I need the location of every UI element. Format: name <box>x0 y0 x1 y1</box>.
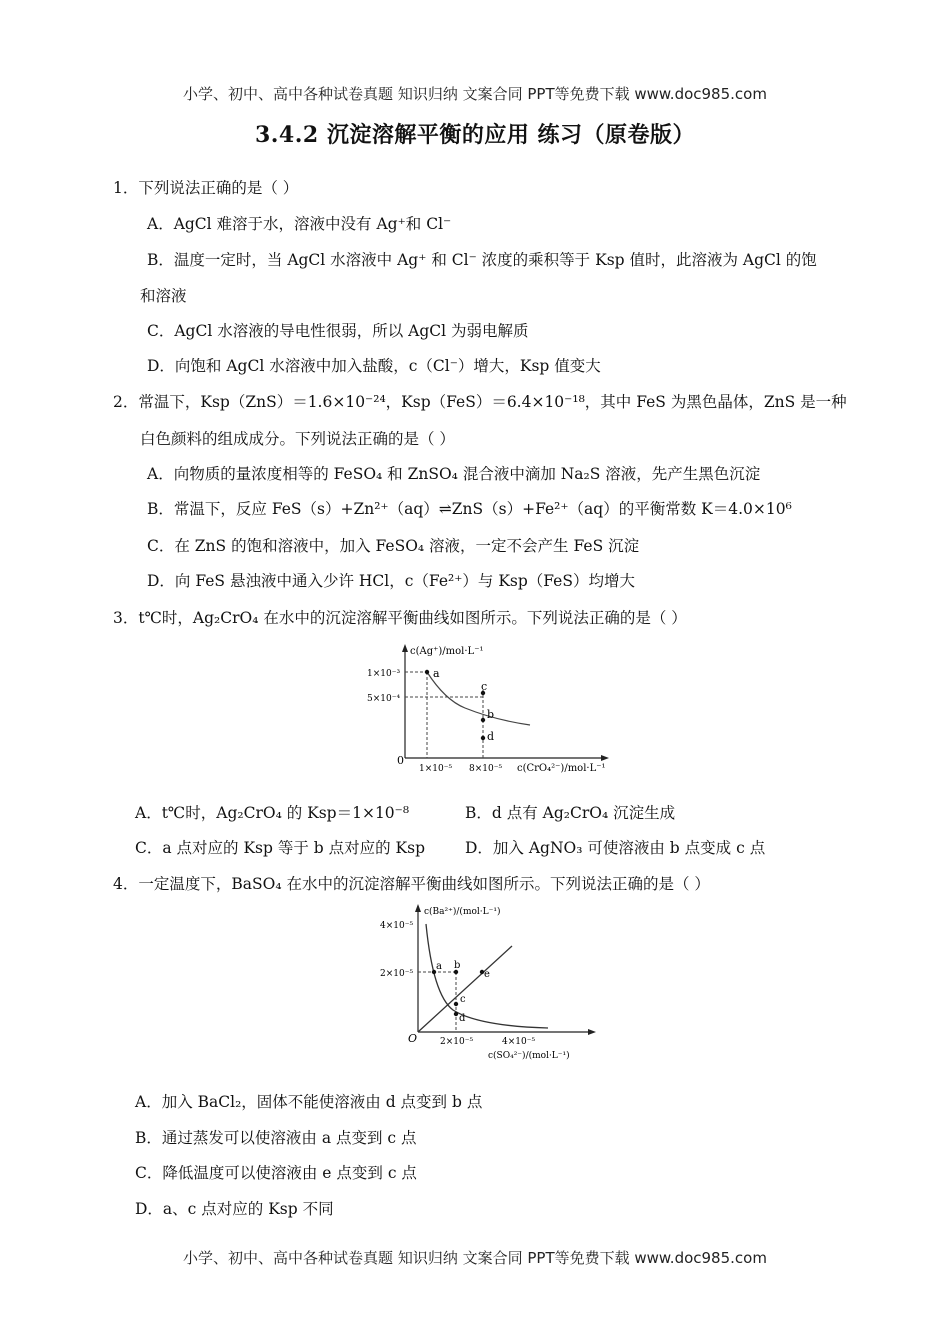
fig4-xtick-1: 2×10⁻⁵ <box>440 1037 474 1047</box>
fig4-label-d: d <box>459 1013 466 1024</box>
fig3-label-b: b <box>487 708 495 721</box>
q4-option-a: A．加入 BaCl₂，固体不能使溶液由 d 点变到 b 点 <box>135 1093 483 1111</box>
fig3-label-a: a <box>433 667 440 680</box>
figure-baso4-curve <box>378 900 603 1065</box>
fig4-label-a: a <box>436 961 442 972</box>
fig4-ytick-1: 4×10⁻⁵ <box>380 921 414 931</box>
q3-stem: 3．t℃时，Ag₂CrO₄ 在水中的沉淀溶解平衡曲线如图所示。下列说法正确的是（ ） <box>113 609 687 627</box>
fig3-xlabel: c(CrO₄²⁻)/mol·L⁻¹ <box>517 763 606 774</box>
q2-option-d: D．向 FeS 悬浊液中通入少许 HCl，c（Fe²⁺）与 Ksp（FeS）均增大 <box>147 572 635 590</box>
page-title: 3.4.2 沉淀溶解平衡的应用 练习（原卷版） <box>254 122 696 148</box>
fig4-xtick-2: 4×10⁻⁵ <box>502 1037 536 1047</box>
q1-option-b-cont: 和溶液 <box>140 287 187 305</box>
q3-option-b: B．d 点有 Ag₂CrO₄ 沉淀生成 <box>465 804 676 822</box>
fig3-xtick-2: 8×10⁻⁵ <box>469 764 503 774</box>
fig3-xtick-1: 1×10⁻⁵ <box>419 764 453 774</box>
fig3-label-c: c <box>481 680 488 693</box>
q2-stem-cont: 白色颜料的组成成分。下列说法正确的是（ ） <box>140 430 455 448</box>
fig3-ytick-1: 1×10⁻³ <box>367 669 401 679</box>
fig4-label-b: b <box>454 960 461 971</box>
q1-option-c: C．AgCl 水溶液的导电性很弱，所以 AgCl 为弱电解质 <box>147 322 529 340</box>
q1-stem: 1．下列说法正确的是（ ） <box>113 179 299 197</box>
point-b <box>481 718 485 722</box>
fig4-label-e: e <box>484 969 490 980</box>
fig4-ylabel: c(Ba²⁺)/(mol·L⁻¹) <box>424 907 501 917</box>
q2-option-a: A．向物质的量浓度相等的 FeSO₄ 和 ZnSO₄ 混合液中滴加 Na₂S 溶液，先产生黑色沉淀 <box>147 465 761 483</box>
fig4-ytick-2: 2×10⁻⁵ <box>380 969 414 979</box>
q4-option-d: D．a、c 点对应的 Ksp 不同 <box>135 1200 334 1218</box>
fig4-label-c: c <box>460 994 466 1005</box>
figure-ag2cro4-curve <box>365 640 615 775</box>
page-header: 小学、初中、高中各种试卷真题 知识归纳 文案合同 PPT等免费下载 www.doc985.com <box>183 85 767 103</box>
fig4-xlabel: c(SO₄²⁻)/(mol·L⁻¹) <box>488 1051 570 1061</box>
q4-option-b: B．通过蒸发可以使溶液由 a 点变到 c 点 <box>135 1129 417 1147</box>
q1-option-d: D．向饱和 AgCl 水溶液中加入盐酸，c（Cl⁻）增大，Ksp 值变大 <box>147 357 601 375</box>
fig4-origin: O <box>408 1032 418 1045</box>
fig3-origin: 0 <box>397 754 404 767</box>
q1-option-a: A．AgCl 难溶于水，溶液中没有 Ag⁺和 Cl⁻ <box>147 215 452 233</box>
q3-option-c: C．a 点对应的 Ksp 等于 b 点对应的 Ksp <box>135 839 425 857</box>
fig3-ytick-2: 5×10⁻⁴ <box>367 694 401 704</box>
point-a <box>425 670 429 674</box>
q4-option-c: C．降低温度可以使溶液由 e 点变到 c 点 <box>135 1164 417 1182</box>
q4-stem: 4．一定温度下，BaSO₄ 在水中的沉淀溶解平衡曲线如图所示。下列说法正确的是（ ） <box>113 875 710 893</box>
q3-option-d: D．加入 AgNO₃ 可使溶液由 b 点变成 c 点 <box>465 839 766 857</box>
point-c <box>454 1002 458 1006</box>
fig3-ylabel: c(Ag⁺)/mol·L⁻¹ <box>410 646 484 657</box>
q2-option-c: C．在 ZnS 的饱和溶液中，加入 FeSO₄ 溶液，一定不会产生 FeS 沉淀 <box>147 537 640 555</box>
q2-option-b: B．常温下，反应 FeS（s）+Zn²⁺（aq）⇌ZnS（s）+Fe²⁺（aq）的平衡常数 K＝4.0×10⁶ <box>147 500 792 518</box>
q3-option-a: A．t℃时，Ag₂CrO₄ 的 Ksp＝1×10⁻⁸ <box>135 804 410 822</box>
q1-option-b: B．温度一定时，当 AgCl 水溶液中 Ag⁺ 和 Cl⁻ 浓度的乘积等于 Ksp 值时，此溶液为 AgCl 的饱 <box>147 251 817 269</box>
q2-stem: 2．常温下，Ksp（ZnS）＝1.6×10⁻²⁴，Ksp（FeS）＝6.4×10⁻¹⁸，其中 FeS 为黑色晶体，ZnS 是一种 <box>113 393 847 411</box>
point-d <box>454 1012 458 1016</box>
fig3-label-d: d <box>487 730 495 743</box>
page-footer: 小学、初中、高中各种试卷真题 知识归纳 文案合同 PPT等免费下载 www.doc985.com <box>183 1249 767 1267</box>
point-d <box>481 736 485 740</box>
